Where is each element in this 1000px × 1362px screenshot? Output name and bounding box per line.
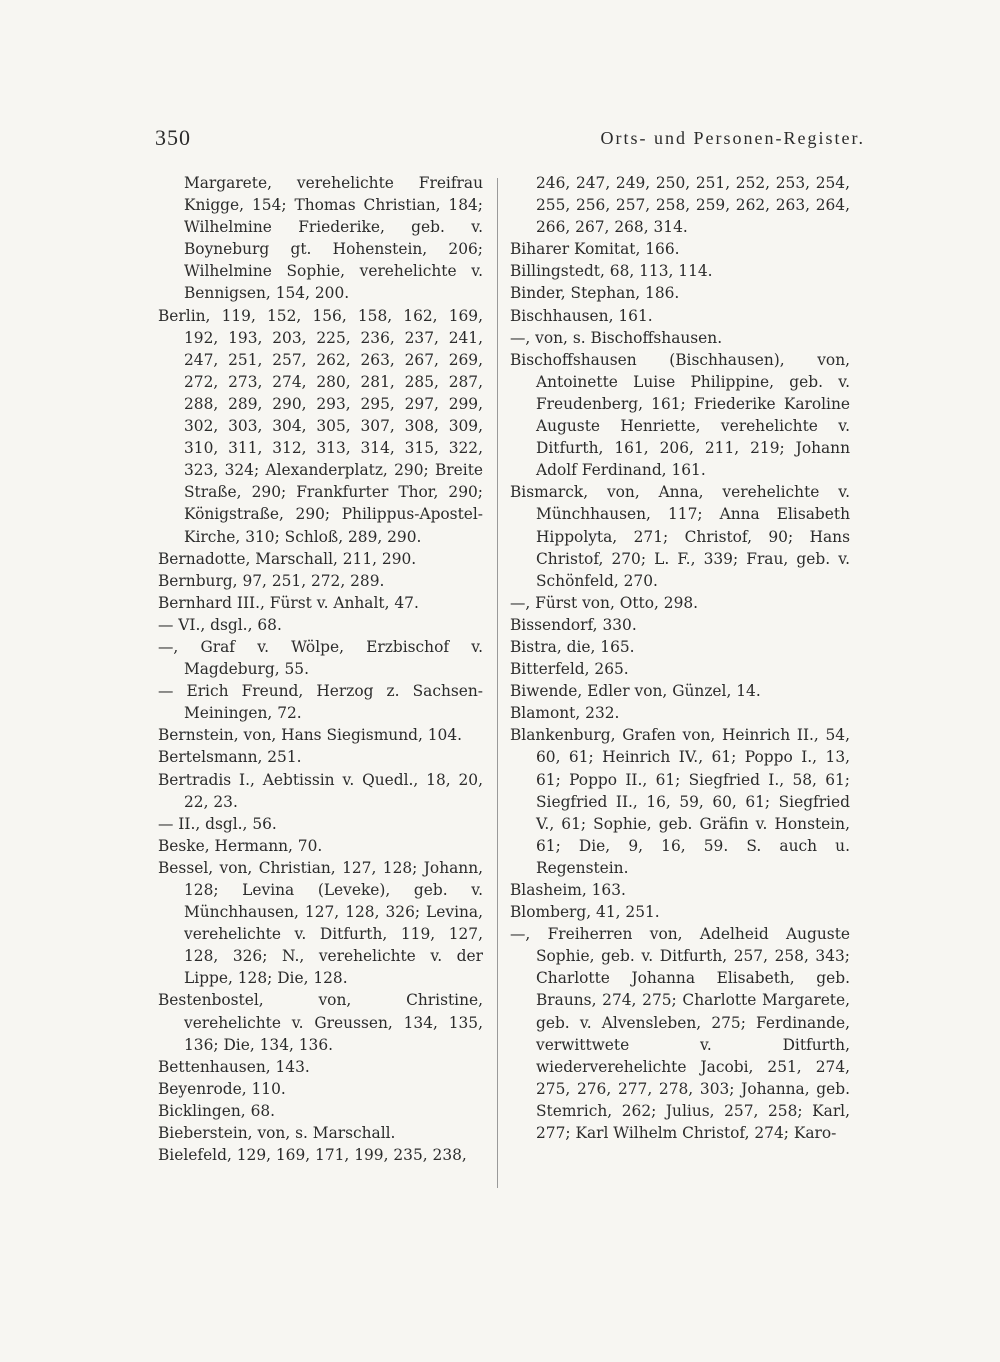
index-entry: —, Fürst von, Otto, 298. bbox=[510, 593, 699, 612]
index-entry: —, Graf v. Wölpe, Erzbischof v. Magdeburg, 55. bbox=[158, 637, 483, 679]
index-entry: Bertradis I., Aebtissin v. Quedl., 18, 20, 22, 23. bbox=[158, 770, 483, 811]
index-entry: Bismarck, von, Anna, verehelichte v. Münchhausen, 117; Anna Elisabeth Hippolyta, 271; Christof, 90; Hans Christof, 270; L. F., 339; Frau, geb. v. Schönfeld, 270. bbox=[510, 483, 850, 590]
index-entry: Blasheim, 163. bbox=[510, 881, 626, 899]
index-entry: Berlin, 119, 152, 156, 158, 162, 169, 192, 193, 203, 225, 236, 237, 241, 247, 251, 257, 262, 263, 267, 269, 272, 273, 274, 280, 281, 285, 287, 288, 289, 290, 293, 295, 297, 299, 302, 303, 304, 305, 307, 308, 309, 310, 311, 312, 313, 314, 315, 322, 323, 324; Alexanderplatz, 290; Breite Straße, 290; Frankfurter Thor, 290; Königstraße, 290; Philippus-Apostel-Kirche, 310; Schloß, 289, 290. bbox=[158, 306, 483, 546]
column-divider bbox=[497, 178, 498, 1188]
left-column bbox=[158, 172, 483, 1166]
index-entry: Bissendorf, 330. bbox=[510, 615, 637, 634]
index-entry: Bieberstein, von, s. Marschall. bbox=[158, 1124, 396, 1143]
index-entry: Bernburg, 97, 251, 272, 289. bbox=[158, 571, 385, 590]
index-entry: Bielefeld, 129, 169, 171, 199, 235, 238, bbox=[158, 1146, 467, 1165]
index-entry: Bischhausen, 161. bbox=[510, 306, 653, 325]
right-column bbox=[510, 172, 850, 1144]
index-entry: Binder, Stephan, 186. bbox=[510, 284, 680, 303]
index-entry: Biharer Komitat, 166. bbox=[510, 240, 680, 259]
index-entry: Bernhard III., Fürst v. Anhalt, 47. bbox=[158, 593, 419, 612]
index-entry: Bessel, von, Christian, 127, 128; Johann, 128; Levina (Leveke), geb. v. Münchhausen, 127, 128, 326; Levina, verehelichte v. Ditfurth, 119, 127, 128, 326; N., verehelichte v. der Lippe, 128; Die, 128. bbox=[158, 858, 483, 988]
index-entry: Bitterfeld, 265. bbox=[510, 660, 629, 679]
index-entry: Beyenrode, 110. bbox=[158, 1079, 286, 1098]
index-entry: —, von, s. Bischoffshausen. bbox=[510, 328, 723, 347]
index-entry: Blankenburg, Grafen von, Heinrich II., 54, 60, 61; Heinrich IV., 61; Poppo I., 13, 61; Poppo II., 61; Siegfried I., 58, 61; Siegfried II., 16, 59, 60, 61; Siegfried V., 61; Sophie, geb. Gräfin v. Honstein, 61; Die, 9, 16, 59. S. auch u. Regenstein. bbox=[510, 726, 850, 877]
index-entry: Bischoffshausen (Bischhausen), von, Antoinette Luise Philippine, geb. v. Freudenberg, 161; Friederike Karoline Auguste Henriette, verehelichte v. Ditfurth, 161, 206, 211, 219; Johann Adolf Ferdinand, 161. bbox=[510, 350, 850, 480]
index-entry: Margarete, verehelichte Freifrau Knigge, 154; Thomas Christian, 184; Wilhelmine Friederike, geb. v. Boyneburg gt. Hohenstein, 206; Wilhelmine Sophie, verehelichte v. Bennigsen, 154, 200. bbox=[184, 174, 483, 303]
index-entry: — VI., dsgl., 68. bbox=[158, 615, 282, 634]
index-entry: Bernstein, von, Hans Siegismund, 104. bbox=[158, 726, 463, 745]
index-entry: Bistra, die, 165. bbox=[510, 637, 635, 656]
index-entry: — Erich Freund, Herzog z. Sachsen-Meiningen, 72. bbox=[158, 682, 483, 723]
index-entry: Bernadotte, Marschall, 211, 290. bbox=[158, 549, 417, 568]
index-entry: Beske, Hermann, 70. bbox=[158, 836, 323, 855]
page-number: 350 bbox=[155, 125, 191, 150]
index-entry: — II., dsgl., 56. bbox=[158, 814, 277, 833]
index-entry: Blamont, 232. bbox=[510, 704, 620, 723]
index-entry: Blomberg, 41, 251. bbox=[510, 903, 660, 922]
index-entry: Bestenbostel, von, Christine, verehelichte v. Greussen, 134, 135, 136; Die, 134, 136. bbox=[158, 991, 483, 1054]
index-entry: Biwende, Edler von, Günzel, 14. bbox=[510, 682, 761, 701]
index-entry: —, Freiherren von, Adelheid Auguste Sophie, geb. v. Ditfurth, 257, 258, 343; Charlotte Johanna Elisabeth, geb. Brauns, 274, 275; Charlotte Margarete, geb. v. Alvensleben, 275; Ferdinande, verwittwete v. Ditfurth, wiederverehelichte Jacobi, 251, 274, 275, 276, 277, 278, 303; Johanna, geb. Stemrich, 262; Julius, 257, 258; Karl, 277; Karl Wilhelm Christof, 274; Karo- bbox=[510, 925, 850, 1143]
running-title: Orts- und Personen-Register. bbox=[600, 128, 865, 148]
index-entry: Billingstedt, 68, 113, 114. bbox=[510, 262, 713, 281]
index-entry: 246, 247, 249, 250, 251, 252, 253, 254, 255, 256, 257, 258, 259, 262, 263, 264, 266, 267, 268, 314. bbox=[536, 174, 850, 237]
index-entry: Bicklingen, 68. bbox=[158, 1101, 276, 1120]
index-entry: Bettenhausen, 143. bbox=[158, 1057, 310, 1076]
index-entry: Bertelsmann, 251. bbox=[158, 748, 302, 767]
